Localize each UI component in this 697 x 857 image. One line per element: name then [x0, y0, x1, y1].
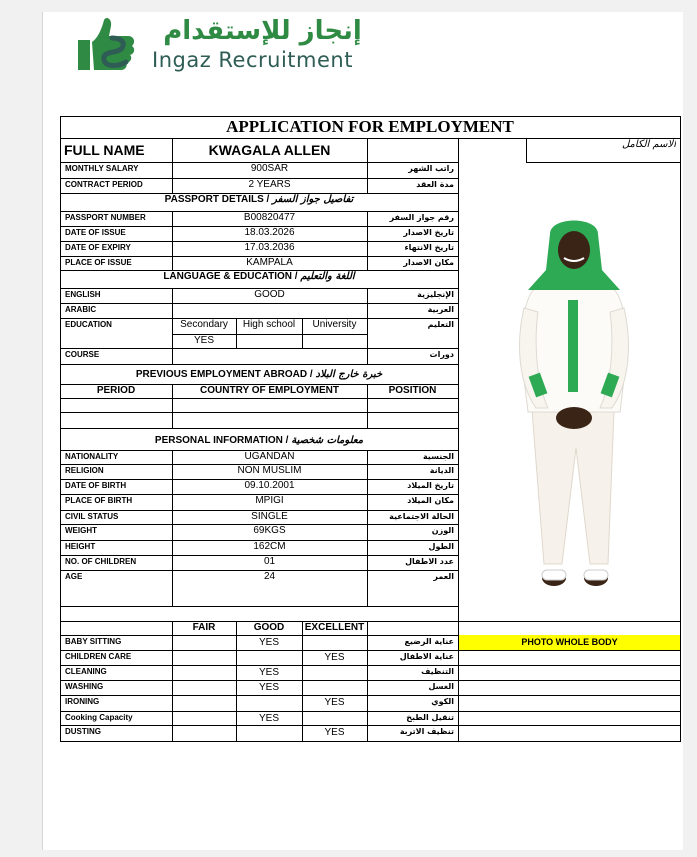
nationality-label: NATIONALITY [65, 452, 119, 461]
weight-label: WEIGHT [65, 526, 97, 535]
passport-number-label-arabic: رقم جواز السفر [389, 213, 454, 222]
height-value: 162CM [253, 541, 286, 552]
civil-status-value: SINGLE [251, 511, 288, 522]
children-care-excellent: YES [324, 652, 345, 663]
baby-sitting-label-arabic: عناية الرضيع [404, 637, 454, 646]
cooking-capacity-good: YES [258, 713, 279, 724]
place-of-issue-value: KAMPALA [246, 257, 293, 268]
education-high-school: High school [242, 319, 296, 330]
washing-label: WASHING [65, 682, 104, 691]
employment-header [60, 364, 458, 384]
no-of-children-value: 01 [263, 556, 276, 567]
dusting-label: DUSTING [65, 727, 101, 736]
education-label-arabic: التعليم [427, 320, 454, 329]
full-name-value: KWAGALA ALLEN [208, 142, 331, 158]
full-name-label: FULL NAME [64, 142, 145, 158]
passport-header-arabic: تفاصيل جواز السفر [272, 194, 354, 205]
children-care-fair [172, 651, 236, 666]
course-label: COURSE [65, 350, 100, 359]
weight-label-arabic: الوزن [431, 526, 454, 535]
grid-line [172, 348, 173, 364]
monthly-salary-label: MONTHLY SALARY [65, 164, 139, 173]
english-label: ENGLISH [65, 290, 101, 299]
grid-line [60, 621, 680, 622]
arabic-label: ARABIC [65, 305, 97, 314]
nationality-value: UGANDAN [244, 451, 295, 462]
full-name-label-arabic: الاسم الكامل [621, 139, 676, 150]
cooking-capacity-excellent [302, 712, 367, 726]
passport-header [60, 193, 458, 211]
grid-line [526, 162, 680, 163]
language-header-arabic: اللغة والتعليم [300, 271, 355, 282]
no-of-children-label: NO. OF CHILDREN [65, 557, 137, 566]
employment-col-country: COUNTRY OF EMPLOYMENT [200, 385, 339, 396]
passport-header-text: PASSPORT DETAILS / [164, 194, 270, 205]
passport-number-label: PASSPORT NUMBER [65, 213, 146, 222]
english-value: GOOD [254, 289, 285, 300]
height-label-arabic: الطول [428, 542, 454, 551]
date-of-issue-label-arabic: تاريخ الاصدار [403, 228, 454, 237]
date-of-expiry-label-arabic: تاريخ الانتهاء [404, 243, 454, 252]
religion-label: RELIGION [65, 466, 104, 475]
grid-line [60, 741, 680, 742]
grid-line [60, 606, 458, 607]
english-label-arabic: الإنجليزية [417, 290, 454, 299]
cleaning-excellent [302, 666, 367, 681]
cooking-capacity-label-arabic: تنقيل الطبخ [406, 713, 454, 722]
contract-period-label: CONTRACT PERIOD [65, 180, 143, 189]
civil-status-label: CIVIL STATUS [65, 512, 119, 521]
ironing-fair [172, 696, 236, 712]
ironing-excellent: YES [324, 697, 345, 708]
date-of-birth-label: DATE OF BIRTH [65, 481, 127, 490]
thumbs-up-logo-icon [72, 14, 142, 76]
ironing-label: IRONING [65, 697, 100, 706]
age-value: 24 [263, 571, 276, 582]
place-of-birth-label: PLACE OF BIRTH [65, 496, 133, 505]
place-of-issue-label: PLACE OF ISSUE [65, 258, 132, 267]
personal-header [60, 430, 458, 450]
dusting-fair [172, 726, 236, 742]
grid-line [60, 398, 458, 399]
baby-sitting-label: BABY SITTING [65, 637, 122, 646]
cooking-capacity-fair [172, 712, 236, 726]
employment-header-text: PREVIOUS EMPLOYMENT ABROAD / [135, 369, 313, 380]
arabic-label-arabic: العربية [427, 305, 454, 314]
children-care-label: CHILDREN CARE [65, 652, 132, 661]
date-of-expiry-value: 17.03.2036 [244, 242, 295, 253]
religion-label-arabic: الديانة [429, 466, 454, 475]
skill-level-fair: FAIR [192, 622, 216, 633]
children-care-good [236, 651, 302, 666]
place-of-issue-label-arabic: مكان الاصدار [403, 258, 454, 267]
employment-header-arabic: خبرة خارج البلاد [315, 369, 383, 380]
grid-line [60, 428, 458, 429]
washing-good: YES [258, 682, 279, 693]
washing-label-arabic: الغسل [428, 682, 454, 691]
arabic-value [172, 303, 367, 318]
dusting-excellent: YES [324, 727, 345, 738]
photo-whole-body-label: PHOTO WHOLE BODY [459, 635, 680, 650]
course-label-arabic: دورات [429, 350, 454, 359]
dusting-label-arabic: تنظيف الاتربة [399, 727, 454, 736]
passport-number-value: B00820477 [243, 212, 296, 223]
date-of-issue-label: DATE OF ISSUE [65, 228, 126, 237]
language-header [60, 270, 458, 288]
personal-header-text: PERSONAL INFORMATION / [154, 435, 289, 446]
employment-col-period: PERIOD [96, 385, 136, 396]
baby-sitting-fair [172, 636, 236, 651]
education-university: University [312, 319, 357, 330]
dusting-good [236, 726, 302, 742]
washing-fair [172, 681, 236, 696]
no-of-children-label-arabic: عدد الاطفال [405, 557, 454, 566]
language-header-text: LANGUAGE & EDUCATION / [163, 271, 298, 282]
baby-sitting-good: YES [258, 637, 279, 648]
weight-value: 69KGS [253, 525, 286, 536]
monthly-salary-label-arabic: راتب الشهر [408, 164, 454, 173]
company-name-english: Ingaz Recruitment [152, 48, 353, 72]
skill-level-good: GOOD [253, 622, 285, 633]
grid-line [680, 116, 681, 741]
cleaning-label: CLEANING [65, 667, 107, 676]
children-care-label-arabic: عناية الاطفال [399, 652, 454, 661]
date-of-birth-value: 09.10.2001 [244, 480, 295, 491]
monthly-salary-value: 900SAR [250, 163, 289, 174]
place-of-birth-label-arabic: مكان الميلاد [407, 496, 454, 505]
applicant-photo [510, 212, 638, 604]
company-logo [72, 14, 382, 76]
date-of-issue-value: 18.03.2026 [244, 227, 295, 238]
grid-line [367, 138, 368, 162]
form-title: APPLICATION FOR EMPLOYMENT [226, 117, 514, 136]
education-secondary-selected: YES [193, 335, 214, 346]
education-label: EDUCATION [65, 320, 112, 329]
cooking-capacity-label: Cooking Capacity [65, 713, 133, 722]
contract-period-label-arabic: مدة العقد [416, 180, 454, 189]
cleaning-fair [172, 666, 236, 681]
ironing-label-arabic: الكوي [431, 697, 454, 706]
nationality-label-arabic: الجنسية [422, 452, 454, 461]
cleaning-good: YES [258, 667, 279, 678]
employment-col-position: POSITION [388, 385, 437, 396]
washing-excellent [302, 681, 367, 696]
date-of-birth-label-arabic: تاريخ الميلاد [407, 481, 454, 490]
date-of-expiry-label: DATE OF EXPIRY [65, 243, 131, 252]
place-of-birth-value: MPIGI [255, 495, 284, 506]
civil-status-label-arabic: الحالة الاجتماعية [389, 512, 454, 521]
age-label-arabic: العمر [433, 572, 454, 581]
height-label: HEIGHT [65, 542, 96, 551]
ironing-good [236, 696, 302, 712]
age-label: AGE [65, 572, 83, 581]
baby-sitting-excellent [302, 636, 367, 651]
grid-line [60, 412, 458, 413]
education-secondary: Secondary [180, 319, 228, 330]
company-name-arabic: إنجاز للإستقدام [163, 16, 362, 46]
skill-level-excellent: EXCELLENT [304, 622, 365, 633]
personal-header-arabic: معلومات شخصية [291, 435, 364, 446]
religion-value: NON MUSLIM [237, 465, 302, 476]
cleaning-label-arabic: التنظيف [421, 667, 454, 676]
contract-period-value: 2 YEARS [248, 179, 291, 190]
